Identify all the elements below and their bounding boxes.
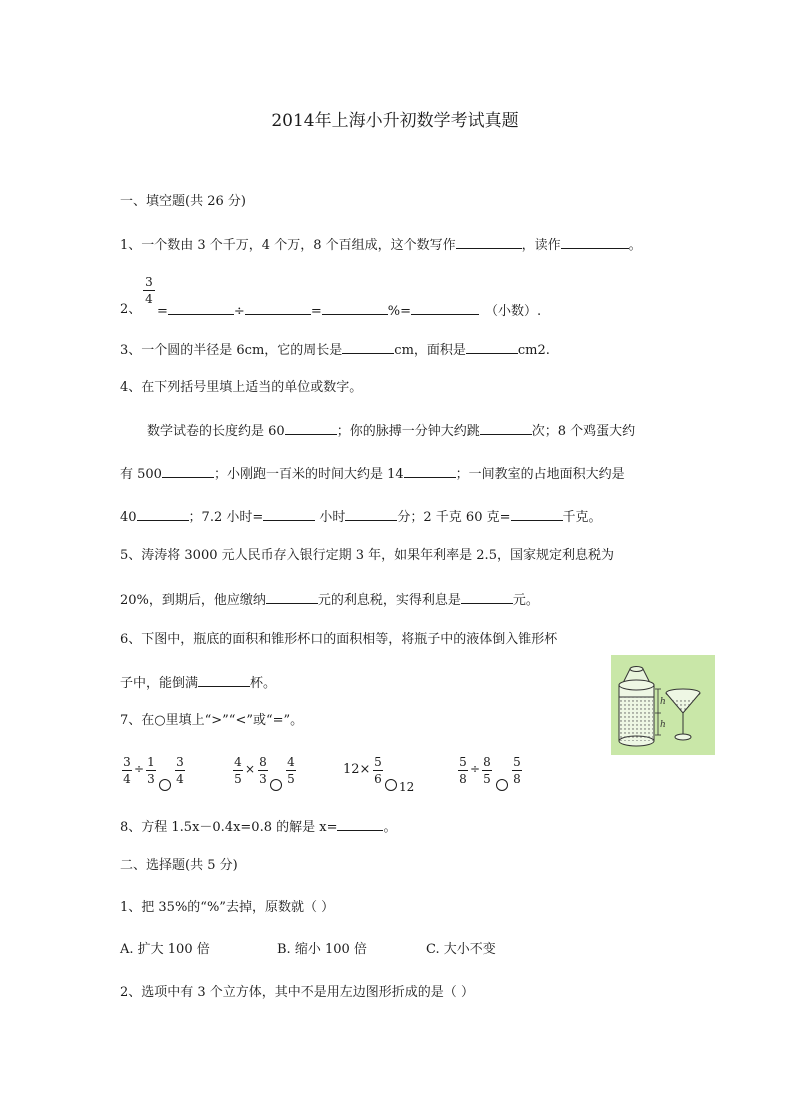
height-label: h (660, 720, 666, 730)
answer-blank (456, 236, 522, 249)
fraction: 1 3 (147, 755, 155, 786)
q4-text: ；你的脉搏一分钟大约跳 (336, 424, 480, 439)
answer-blank (345, 508, 397, 521)
answer-blank (480, 422, 532, 435)
q1-text: 1、一个数由 3 个千万，4 个万，8 个百组成，这个数写作 (120, 238, 456, 253)
q4-text: 小时 (315, 510, 346, 525)
question-5-line-2 (120, 591, 539, 609)
q6-text: 子中，能倒满 (120, 676, 199, 691)
fraction-three-quarters (143, 275, 155, 306)
compare-circle[interactable] (159, 779, 171, 791)
fraction: 3 4 (176, 755, 184, 786)
q2-tail: （小数）. (484, 304, 542, 319)
compare-circle[interactable] (496, 779, 508, 791)
q5-text: 元的利息税，实得利息是 (317, 593, 461, 608)
answer-blank (245, 302, 311, 315)
answer-blank (263, 508, 315, 521)
q4-text: ；小刚跑一百米的时间大约是 14 (213, 467, 404, 482)
q1-mid: ，读作 (521, 238, 561, 253)
divide-sign: ÷ (233, 304, 245, 319)
page-title: 2014年上海小升初数学考试真题 (271, 111, 519, 131)
fraction: 3 4 (123, 755, 131, 786)
operator: ÷ (134, 762, 145, 776)
q8-end: 。 (383, 820, 397, 835)
q1-end: 。 (628, 238, 642, 253)
operand: 12 (399, 780, 415, 794)
answer-blank (162, 465, 214, 478)
q4-text: 次；8 个鸡蛋大约 (531, 424, 636, 439)
q5-text: 元。 (512, 593, 539, 608)
q4-text: 数学试卷的长度约是 60 (147, 424, 285, 439)
question-5-line-1: 5、涛涛将 3000 元人民币存入银行定期 3 年，如果年利率是 2.5，国家规定利息税为 (120, 548, 614, 563)
q4-text: ；7.2 小时= (188, 510, 264, 525)
height-label: h (660, 697, 666, 707)
answer-blank (168, 302, 234, 315)
answer-blank (342, 341, 394, 354)
fraction-denominator: 4 (145, 292, 153, 306)
question-1 (120, 236, 642, 254)
answer-blank (511, 508, 563, 521)
fraction: 5 8 (513, 755, 521, 786)
q4-text: 分；2 千克 60 克= (397, 510, 511, 525)
q5-text: 20%，到期后，他应缴纳 (120, 593, 266, 608)
q3-mid: cm，面积是 (394, 343, 466, 358)
compare-circle[interactable] (385, 779, 397, 791)
question-4-label: 4、在下列括号里填上适当的单位或数字。 (120, 380, 363, 395)
fraction: 5 8 (459, 755, 467, 786)
choice-question-1: 1、把 35%的“%”去掉，原数就（ ） (120, 900, 335, 915)
q4-text: 有 500 (120, 467, 162, 482)
q8-text: 8、方程 1.5x－0.4x=0.8 的解是 x= (120, 820, 338, 835)
answer-blank (411, 302, 479, 315)
fraction: 4 5 (234, 755, 242, 786)
q3-text: 3、一个圆的半径是 6cm，它的周长是 (120, 343, 343, 358)
fraction-numerator: 3 (145, 275, 153, 289)
answer-blank (461, 591, 513, 604)
question-4-line-3 (120, 508, 602, 526)
answer-blank (404, 465, 456, 478)
choice-question-2: 2、选项中有 3 个立方体，其中不是用左边图形折成的是（ ） (120, 985, 474, 1000)
compare-circle[interactable] (270, 779, 282, 791)
fraction: 5 6 (374, 755, 382, 786)
answer-blank (561, 236, 629, 249)
equals-sign: = (310, 304, 322, 319)
operator: ÷ (470, 762, 481, 776)
q4-text: ；一间教室的占地面积大约是 (455, 467, 625, 482)
question-3 (120, 341, 550, 359)
question-2 (157, 302, 541, 320)
option-b[interactable]: B. 缩小 100 倍 (277, 942, 367, 957)
fraction-bar (143, 290, 155, 291)
question-7-label: 7、在○里填上“>”“<”或“=”。 (120, 713, 304, 728)
answer-blank (137, 508, 189, 521)
fraction: 8 3 (259, 755, 267, 786)
answer-blank (266, 591, 318, 604)
question-6-line-1: 6、下图中，瓶底的面积和锥形杯口的面积相等，将瓶子中的液体倒入锥形杯 (120, 632, 558, 647)
q4-text: 千克。 (562, 510, 602, 525)
answer-blank (285, 422, 337, 435)
question-4-line-1 (147, 422, 635, 440)
bottle-and-cone-figure (611, 655, 715, 755)
section-1-heading: 一、填空题(共 26 分) (120, 194, 246, 209)
question-2-label: 2、 (120, 302, 142, 317)
answer-blank (322, 302, 388, 315)
fraction: 8 5 (483, 755, 491, 786)
question-4-line-2 (120, 465, 625, 483)
q4-text: 40 (120, 510, 137, 525)
operator: × (245, 762, 256, 776)
q6-text: 杯。 (250, 676, 277, 691)
question-8 (120, 818, 397, 836)
answer-blank (466, 341, 518, 354)
equals-sign: = (157, 304, 168, 319)
option-c[interactable]: C. 大小不变 (426, 942, 496, 957)
section-2-heading: 二、选择题(共 5 分) (120, 858, 238, 873)
question-6-line-2 (120, 674, 276, 692)
answer-blank (337, 818, 383, 831)
q3-end: cm2. (517, 343, 550, 358)
answer-blank (198, 674, 250, 687)
percent-equals: %= (387, 304, 411, 319)
fraction: 4 5 (287, 755, 295, 786)
option-a[interactable]: A. 扩大 100 倍 (120, 942, 210, 957)
operator: 12× (343, 762, 371, 777)
